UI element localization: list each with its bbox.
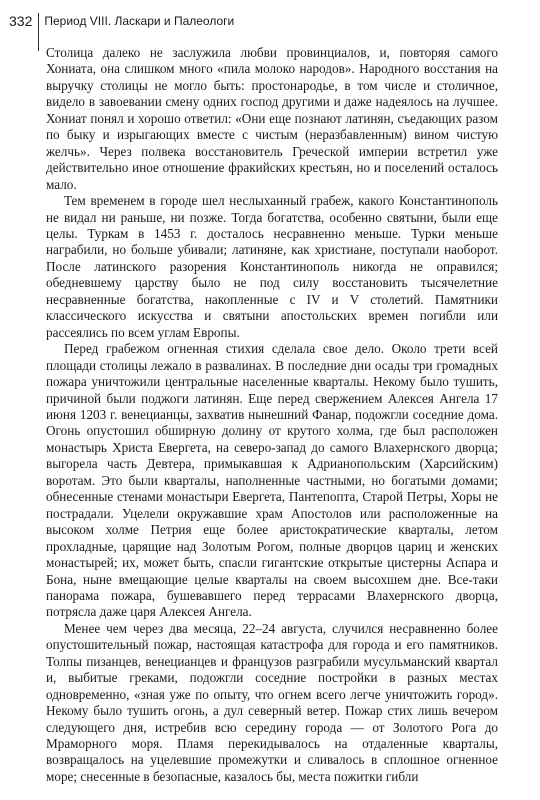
paragraph: Столица далеко не заслужила любви провинциалов, и, повторяя самого Хониата, она слишком много «пила молоко народов». Народного восстания на выручку столицы не могло быть: простонародье, в том числе и столичное, видело в завоевании смену одних господ другими и даже надеялось на лучшее. Хониат понял и хорошо ответил: «Они еще познают латинян, съедающих разом по быку и изрыгающих вместе с чистым (неразбавленным) вином чистую желчь». Через полвека восстановитель Греческой империи встретил уже действительно иное отношение фракийских крестьян, но и поселений осталось мало. (46, 45, 498, 192)
running-head-title: Период VIII. Ласкари и Палеологи (44, 14, 235, 28)
running-header (9, 13, 234, 33)
page-number: 332 (9, 13, 33, 29)
paragraph: Перед грабежом огненная стихия сделала свое дело. Около трети всей площади столицы лежало в развалинах. В последние дни осады три громадных пожара уничтожили центральные населенные кварталы. Некому было тушить, причиной были поджоги латинян. Еще перед свержением Алексея Ангела 17 июня 1203 г. венецианцы, захватив нынешний Фанар, подожгли соседние дома. Огонь опустошил обширную долину от крутого холма, где был расположен монастырь Христа Евергета, на северо-запад до самого Влахернского дворца; выгорела часть Девтера, примыкавшая к Адрианопольским (Харсийским) воротам. Это были кварталы, наполненные частными, но богатыми домами; обнесенные стенами монастыри Евергета, Пантепопта, Старой Петры, Хоры не пострадали. Уцелели окружавшие храм Апостолов или расположенные на высоком холме Петрия еще более аристократические кварталы, летом прохладные, царящие над Золотым Рогом, полные дворцов цариц и женских монастырей; их, может быть, спасли гигантские открытые цистерны Аспара и Бона, ныне вмещающие целые кварталы на своем высохшем дне. Все-таки панорама пожара, бушевавшего перед террасами Влахернского дворца, потрясла даже царя Алексея Ангела. (46, 341, 498, 620)
body-text (46, 45, 498, 785)
paragraph: Тем временем в городе шел неслыханный грабеж, какого Константинополь не видал ни раньше, ни позже. Тогда богатства, особенно святыни, были еще целы. Туркам в 1453 г. досталось несравненно меньше. Турки меньше награбили, но больше убивали; латиняне, как христиане, поступали наоборот. После латинского разорения Константинополь никогда не оправился; обедневшему царству было не под силу восстановить тысячелетние несравненные богатства, накопленные с IV и V столетий. Памятники классического искусства и святыни апостольских времен погибли или рассеялись по всем углам Европы. (46, 193, 498, 340)
paragraph: Менее чем через два месяца, 22–24 августа, случился несравненно более опустошительный пожар, настоящая катастрофа для города и его памятников. Толпы пизанцев, венецианцев и французов разграбили мусульманский квартал и, выбитые греками, подожгли соседние постройки в разных местах одновременно, «зная уже по опыту, что огнем всего легче уничтожить город». Некому было тушить огонь, а дул северный ветер. Пожар стих лишь вечером следующего дня, истребив всю середину города — от Золотого Рога до Мраморного моря. Пламя перекидывалось на отдаленные кварталы, возвращалось на уцелевшие промежутки и сливалось в сплошное огненное море; снесенные в безопасные, казалось бы, места пожитки гибли (46, 620, 498, 784)
